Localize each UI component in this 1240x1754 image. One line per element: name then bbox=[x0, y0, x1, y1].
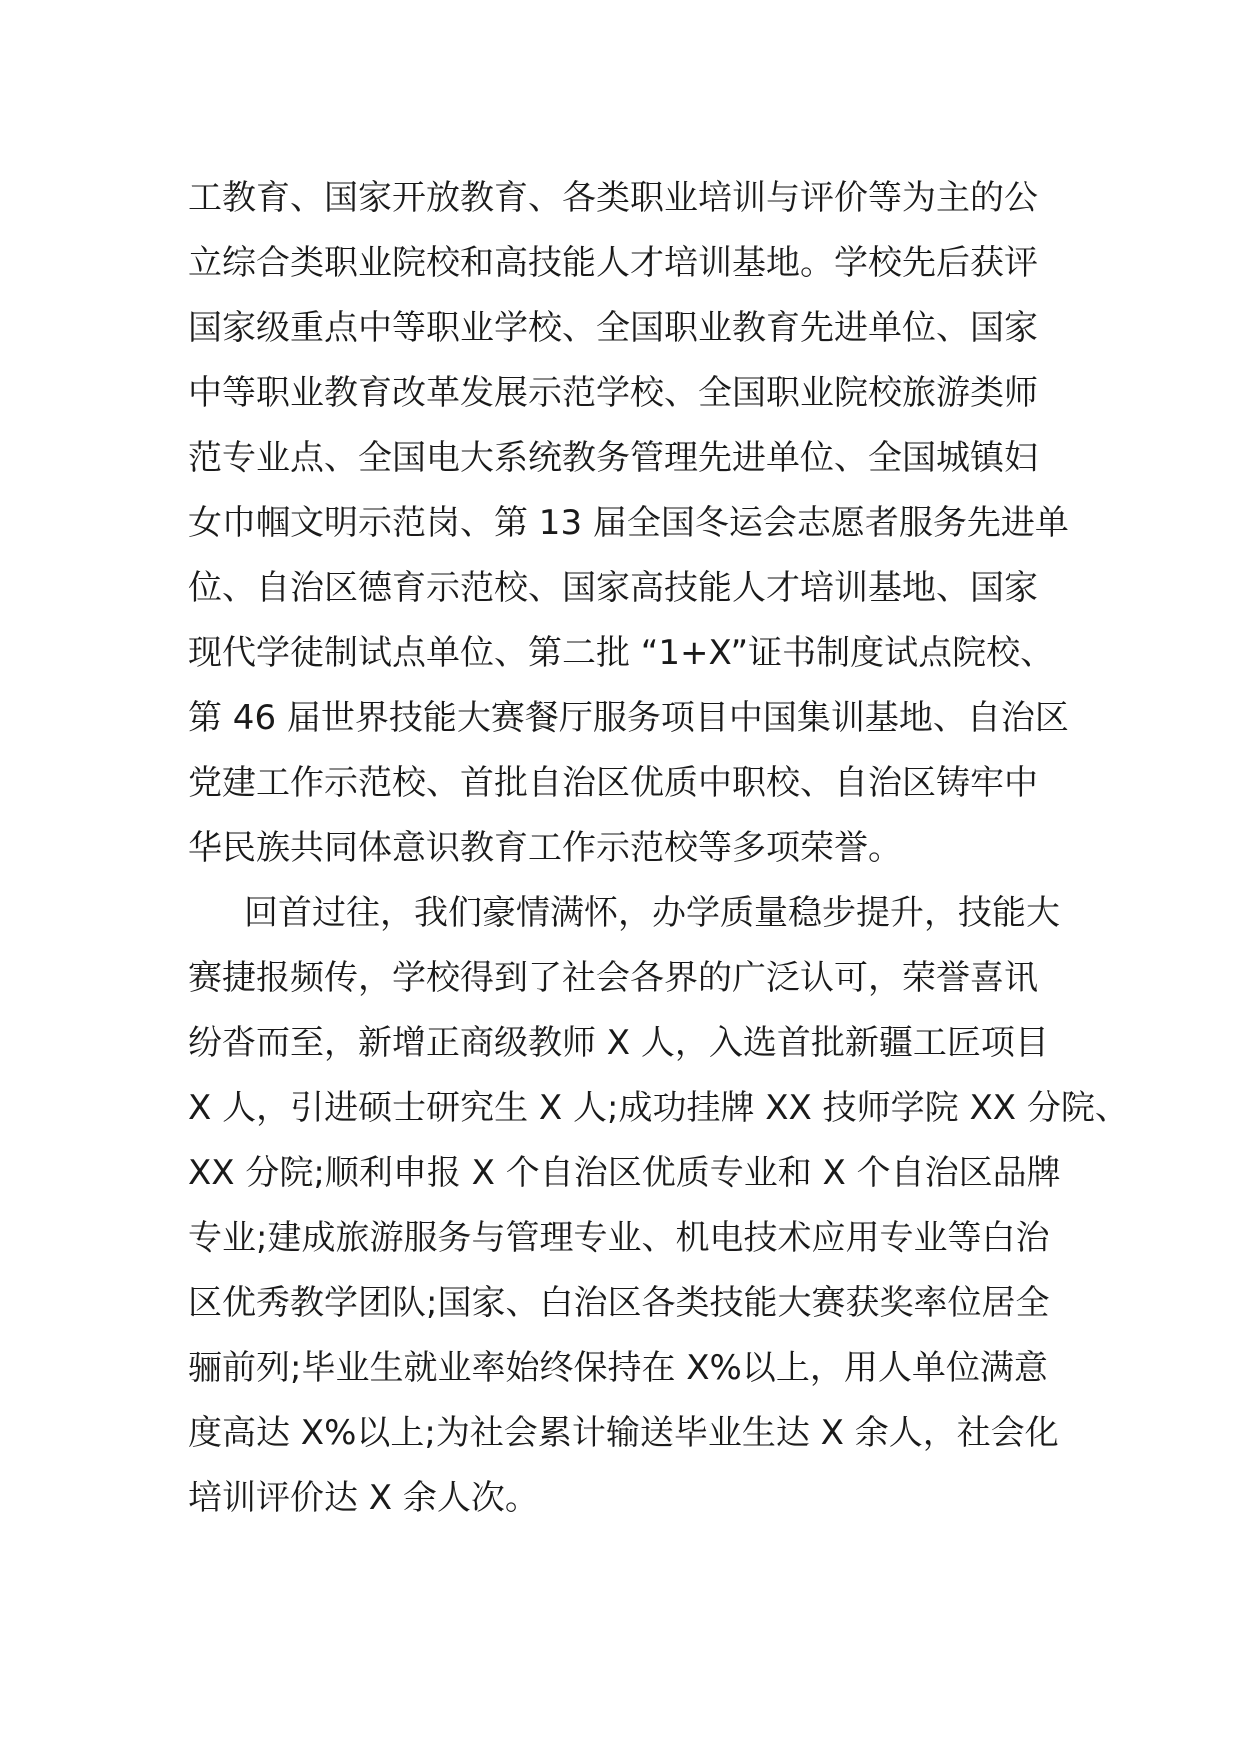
text-line: X 人，引进硕士研究生 X 人;成功挂牌 XX 技师学院 XX 分院、 bbox=[188, 1088, 1129, 1128]
text-line: 度高达 X%以上;为社会累计输送毕业生达 X 余人，社会化 bbox=[188, 1413, 1059, 1453]
text-line: 范专业点、全国电大系统教务管理先进单位、全国城镇妇 bbox=[188, 438, 1038, 478]
text-line: 党建工作示范校、首批自治区优质中职校、自治区铸牢中 bbox=[188, 763, 1038, 803]
text-line: 中等职业教育改革发展示范学校、全国职业院校旅游类师 bbox=[188, 373, 1038, 413]
text-line: 位、自治区德育示范校、国家高技能人才培训基地、国家 bbox=[188, 568, 1038, 608]
text-line: 华民族共同体意识教育工作示范校等多项荣誉。 bbox=[188, 828, 902, 868]
text-line: 回首过往，我们豪情满怀，办学质量稳步提升，技能大 bbox=[244, 893, 1060, 933]
text-line: 第 46 届世界技能大赛餐厅服务项目中国集训基地、自治区 bbox=[188, 698, 1069, 738]
text-line: 培训评价达 X 余人次。 bbox=[188, 1478, 539, 1518]
text-line: 纷沓而至，新增正商级教师 X 人，入选首批新疆工匠项目 bbox=[188, 1023, 1049, 1063]
text-line: 国家级重点中等职业学校、全国职业教育先进单位、国家 bbox=[188, 308, 1038, 348]
text-line: 立综合类职业院校和高技能人才培训基地。学校先后获评 bbox=[188, 243, 1038, 283]
paragraph-achievements bbox=[188, 881, 1129, 1531]
text-line: 赛捷报频传，学校得到了社会各界的广泛认可，荣誉喜讯 bbox=[188, 958, 1038, 998]
text-line: 区优秀教学团队;国家、白治区各类技能大赛获奖率位居全 bbox=[188, 1283, 1050, 1323]
text-line: 工教育、国家开放教育、各类职业培训与评价等为主的公 bbox=[188, 178, 1038, 218]
text-line: XX 分院;顺利申报 X 个自治区优质专业和 X 个自治区品牌 bbox=[188, 1153, 1061, 1193]
text-line: 专业;建成旅游服务与管理专业、机电技术应用专业等白治 bbox=[188, 1218, 1050, 1258]
text-line: 骊前列;毕业生就业率始终保持在 X%以上，用人单位满意 bbox=[188, 1348, 1048, 1388]
text-line: 女巾帼文明示范岗、第 13 届全国冬运会志愿者服务先进单 bbox=[188, 503, 1069, 543]
text-line: 现代学徒制试点单位、第二批 “1+X”证书制度试点院校、 bbox=[188, 633, 1055, 673]
paragraph-honors bbox=[188, 166, 1088, 881]
document-body bbox=[188, 166, 1129, 1531]
